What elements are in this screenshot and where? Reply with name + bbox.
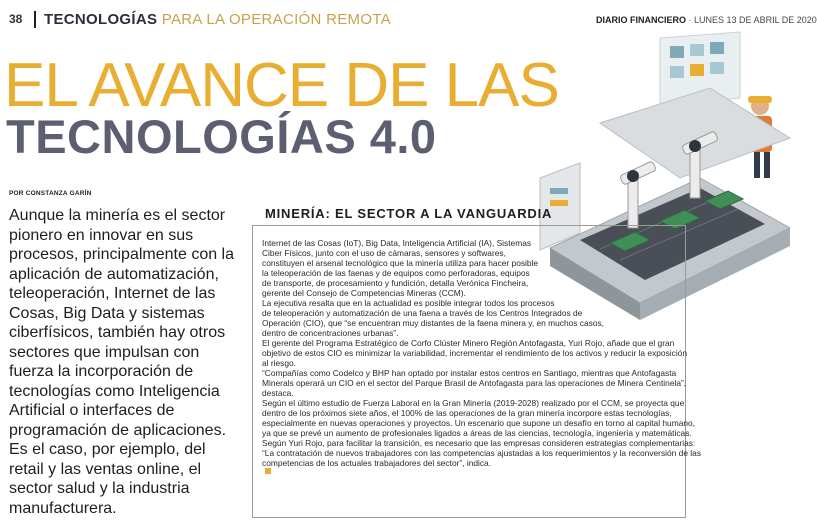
sidebar-line: especialmente en nuevas operaciones y proyectos. Un escenario que supone un desafío en torno al capital humano,: [262, 418, 695, 428]
section-main: TECNOLOGÍAS: [44, 11, 158, 28]
sidebar-line: Ciber Físicos, junto con el uso de cámaras, sensores y softwares,: [262, 248, 506, 258]
sidebar-line: objetivo de estos CIO es minimizar la variabilidad, incrementar el rendimiento de los activos y reducir la exposición: [262, 348, 687, 358]
lead-line: procesos, principalmente con la: [9, 246, 235, 263]
sidebar-line: destaca.: [262, 388, 294, 398]
sidebar-line: ya que se prevé un aumento de profesionales ligados a áreas de las ciencias, tecnología, ingeniería y matemáticas.: [262, 428, 692, 438]
sidebar-line: “Compañías como Codelco y BHP han optado por instalar estos centros en Santiago, mientras que Antofagasta: [262, 368, 677, 378]
publication-separator: ·: [688, 15, 692, 25]
sidebar-line: al riesgo.: [262, 358, 296, 368]
headline-line-2: TECNOLOGÍAS 4.0: [6, 110, 437, 163]
sidebar-line: dentro de los próximos siete años, el 100% de las operaciones de la gran minería incorpore estas tecnologías,: [262, 408, 672, 418]
lead-line: aplicación de automatización,: [9, 265, 219, 283]
end-of-article-icon: [265, 468, 271, 474]
lead-line: Cosas, Big Data y sistemas: [9, 304, 205, 322]
publication-name: DIARIO FINANCIERO: [596, 15, 686, 25]
sidebar-line: constituyen el arsenal tecnológico que la minería utiliza para hacer posible: [262, 258, 539, 268]
sidebar-line: de transporte, de procesamiento y fundición, detalla Verónica Fincheira,: [262, 278, 529, 288]
sidebar-line: de teleoperación y automatización de una faena a través de los Centros Integrados de: [262, 308, 583, 318]
lead-line: sectores que impulsan con: [9, 343, 200, 361]
header-divider: [34, 11, 36, 28]
sidebar-line: “La contratación de nuevos trabajadores con las competencias ajustadas a los requerimientos y la reconversión de las: [262, 448, 702, 458]
publication-date: LUNES 13 DE ABRIL DE 2020: [694, 15, 817, 25]
sidebar-line: competencias de los actuales trabajadores del sector”, indica.: [262, 458, 492, 468]
lead-line: manufacturera.: [9, 499, 117, 517]
section-sub: PARA LA OPERACIÓN REMOTA: [161, 11, 391, 28]
headline-line-1: EL AVANCE DE LAS: [4, 51, 559, 120]
sidebar-line: El gerente del Programa Estratégico de Corfo Clúster Minero Región Antofagasta, Yuri Rojo, añade que el gran: [262, 338, 675, 348]
lead-line: fuerza la incorporación de: [9, 363, 194, 380]
lead-line: tecnologías como Inteligencia: [9, 382, 220, 400]
lead-line: teleoperación, Internet de las: [9, 285, 216, 302]
sidebar-line: Operación (CIO), que “se encuentran muy distantes de la faena minera y, en muchos casos,: [262, 318, 604, 328]
sidebar-line: Según el último estudio de Fuerza Laboral en la Gran Minería (2019-2028) realizado por el CCM, se proyecta que: [262, 398, 685, 408]
sidebar-text: [262, 238, 702, 474]
section-header: [44, 11, 391, 28]
sidebar-line: Según Yuri Rojo, para facilitar la transición, es necesario que las empresas consideren estrategias complementarias:: [262, 438, 696, 448]
lead-line: Artificial o interfaces de: [9, 402, 175, 419]
lead-line: sector salud y la industria: [9, 480, 190, 497]
lead-line: ciberfísicos, también hay otros: [9, 324, 226, 341]
sidebar-line: la teleoperación de las faenas y de equipos como perforadoras, equipos: [262, 268, 530, 278]
sidebar-line: gerente del Consejo de Competencias Mineras (CCM).: [262, 288, 466, 298]
sidebar-line: dentro de concentraciones urbanas”.: [262, 328, 399, 338]
page-number: 38: [9, 12, 23, 26]
sidebar-last-line: [262, 458, 682, 474]
lead-line: Es el caso, por ejemplo, del: [9, 441, 206, 458]
sidebar-line: Minerals operará un CIO en el sector del Parque Brasil de Antofagasta para las operaciones de Minera Centinela”,: [262, 378, 687, 388]
lead-line: pionero en innovar en sus: [9, 226, 194, 244]
lead-paragraph: [9, 206, 241, 518]
byline: POR CONSTANZA GARÍN: [9, 190, 92, 197]
publication-line: [596, 15, 817, 25]
lead-line: retail y las ventas online, el: [9, 460, 202, 478]
sidebar-line: Internet de las Cosas (IoT), Big Data, Inteligencia Artificial (IA), Sistemas: [262, 238, 532, 248]
lead-line: programación de aplicaciones.: [9, 421, 227, 439]
sidebar-line: La ejecutiva resalta que en la actualidad es posible integrar todos los procesos: [262, 298, 555, 308]
lead-line: Aunque la minería es el sector: [9, 207, 226, 224]
sidebar-title: MINERÍA: EL SECTOR A LA VANGUARDIA: [265, 206, 553, 221]
